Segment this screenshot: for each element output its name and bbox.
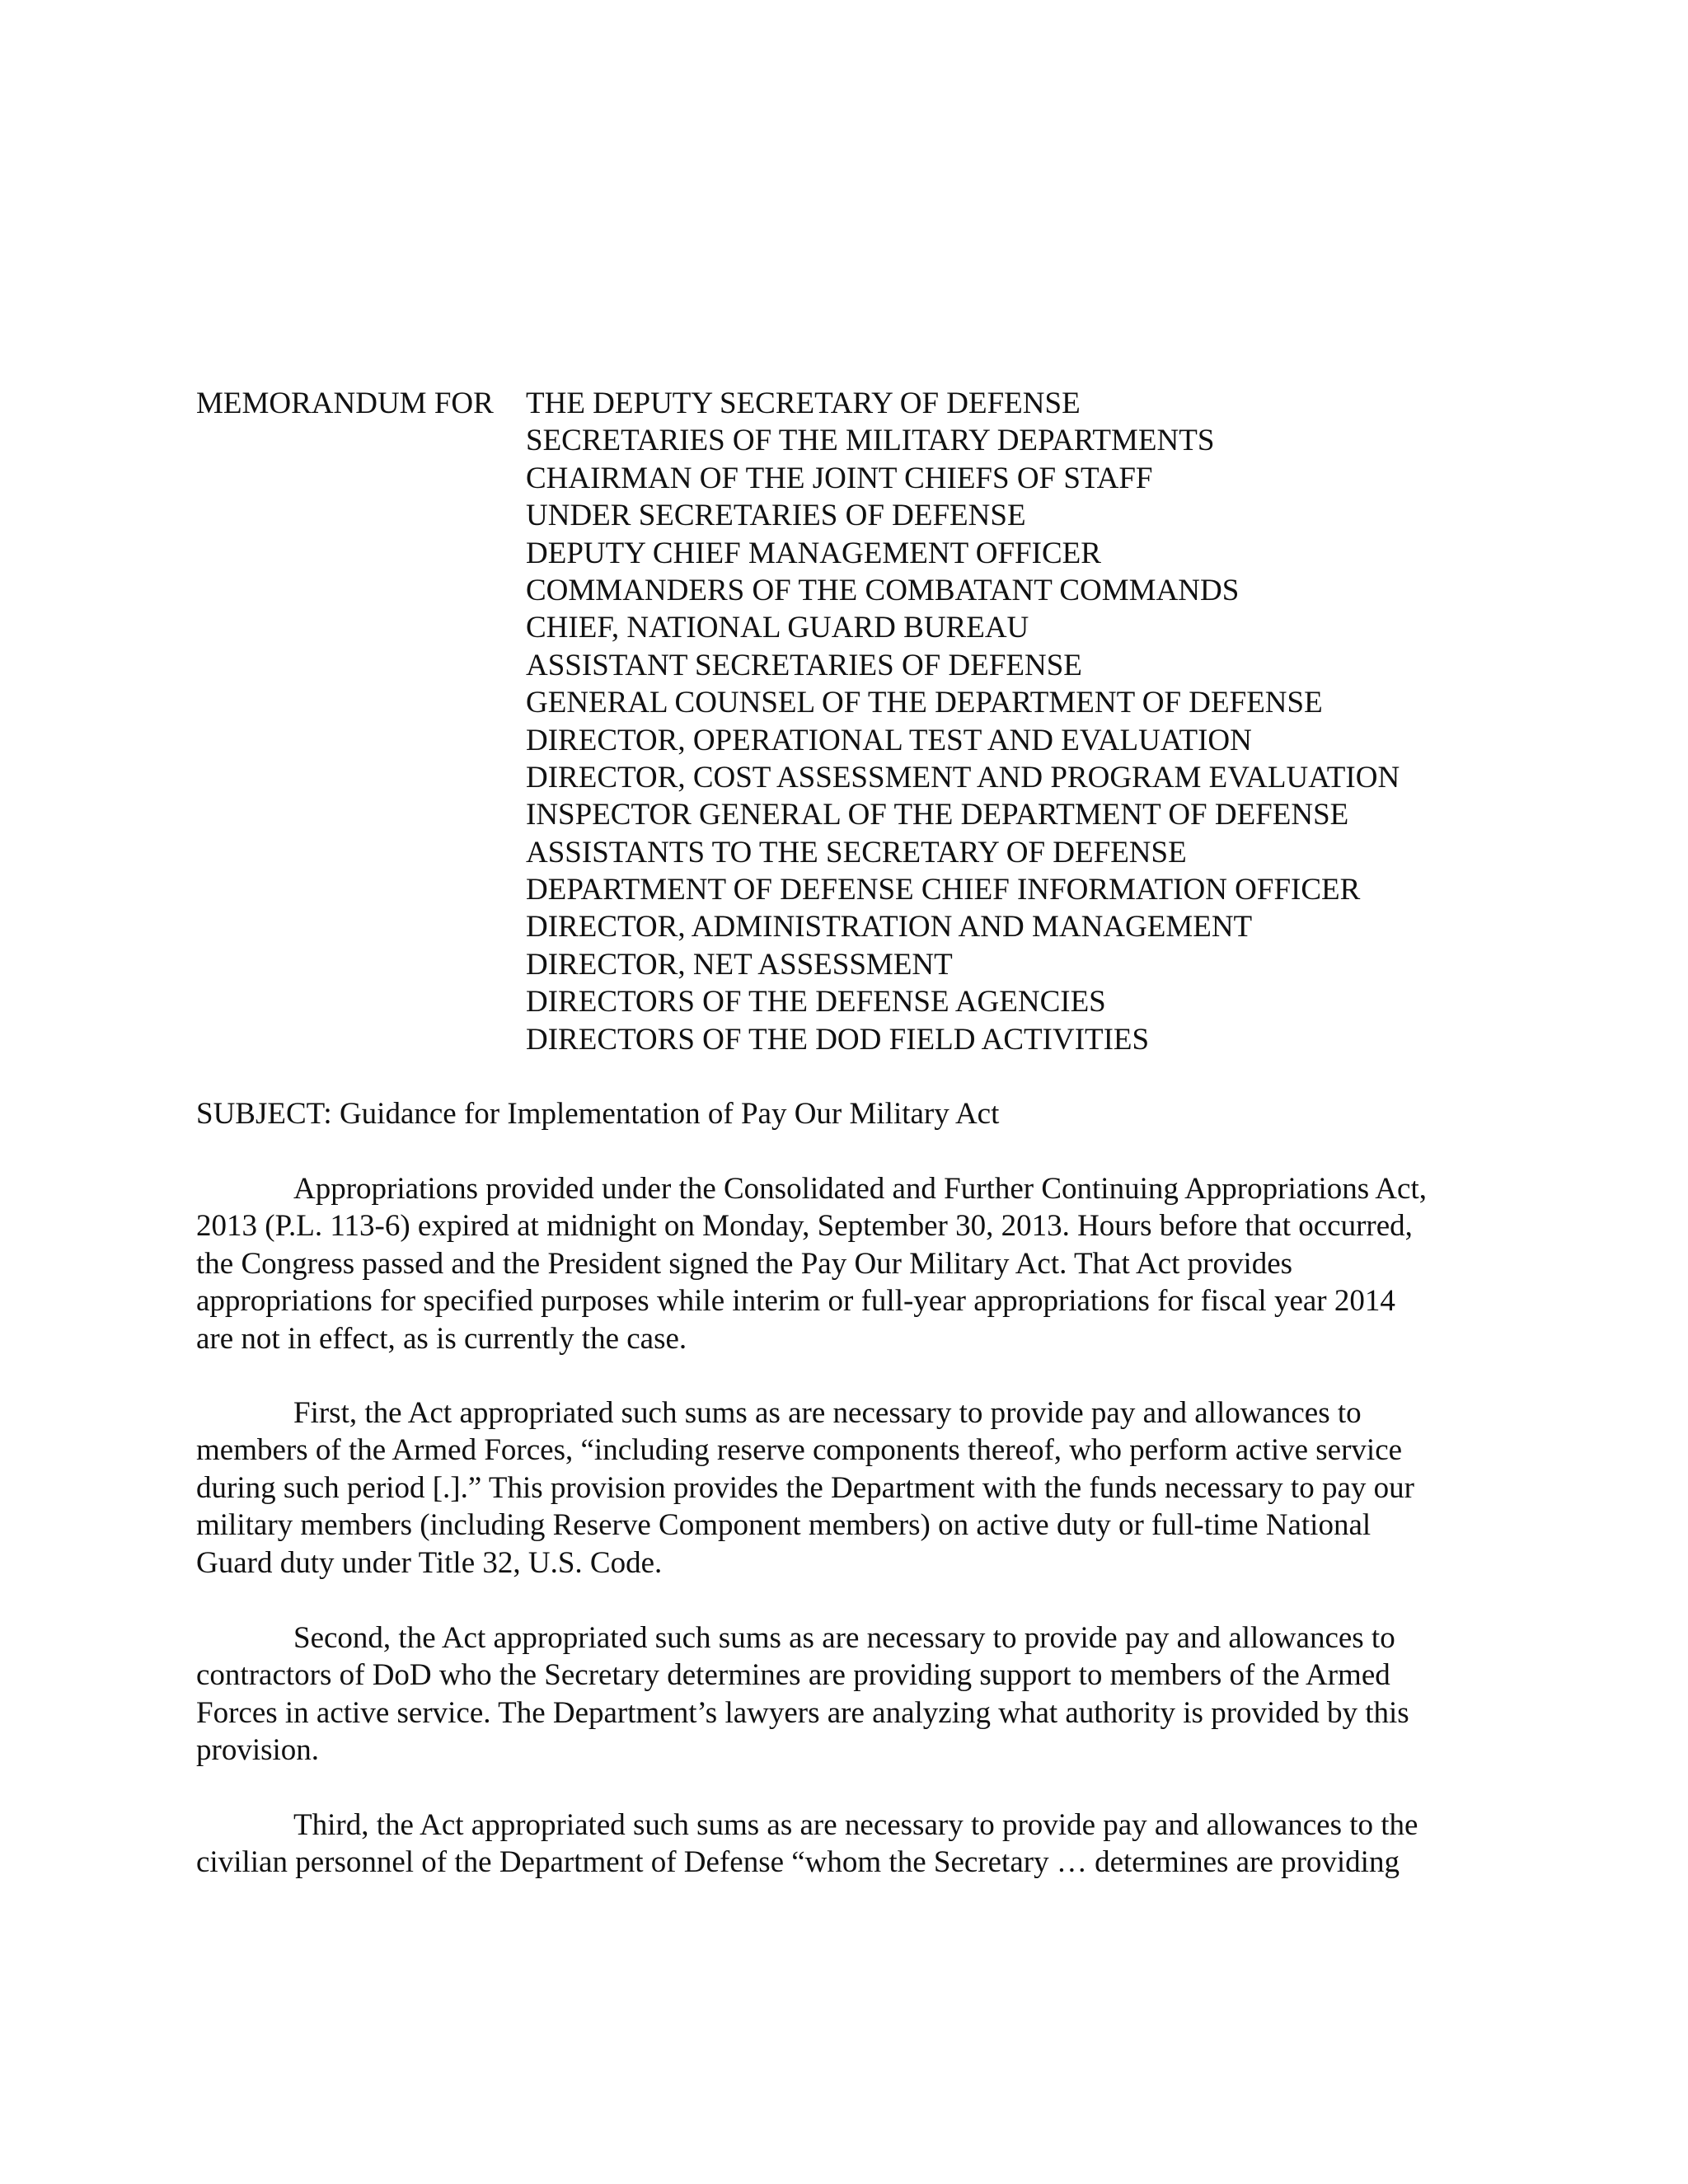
addressee: DIRECTORS OF THE DEFENSE AGENCIES [526, 985, 1106, 1019]
paragraph-line: provision. [196, 1733, 320, 1768]
paragraph-line: Forces in active service. The Department’s lawyers are analyzing what authority is provided by this [196, 1695, 1409, 1730]
addressee: DEPARTMENT OF DEFENSE CHIEF INFORMATION OFFICER [526, 873, 1361, 907]
addressee: SECRETARIES OF THE MILITARY DEPARTMENTS [526, 424, 1215, 458]
paragraph-4 [196, 1807, 1515, 1882]
paragraph-2 [196, 1394, 1515, 1582]
paragraph-line: during such period [.].” This provision provides the Department with the funds necessary to pay our [196, 1470, 1414, 1505]
paragraph-line: members of the Armed Forces, “including reserve components thereof, who perform active service [196, 1433, 1403, 1468]
paragraph-3 [196, 1619, 1515, 1769]
paragraph-line: are not in effect, as is currently the case. [196, 1321, 687, 1356]
addressee: COMMANDERS OF THE COMBATANT COMMANDS [526, 573, 1240, 607]
paragraph-line: appropriations for specified purposes while interim or full-year appropriations for fiscal year 2014 [196, 1284, 1395, 1319]
addressee: DIRECTOR, COST ASSESSMENT AND PROGRAM EVALUATION [526, 760, 1400, 794]
addressee: CHAIRMAN OF THE JOINT CHIEFS OF STAFF [526, 461, 1153, 495]
addressee: ASSISTANTS TO THE SECRETARY OF DEFENSE [526, 835, 1187, 869]
subject-line: SUBJECT: Guidance for Implementation of Pay Our Military Act [196, 1097, 1000, 1131]
paragraph-line: Second, the Act appropriated such sums as are necessary to provide pay and allowances to [293, 1621, 1395, 1655]
paragraph-line: First, the Act appropriated such sums as are necessary to provide pay and allowances to [293, 1396, 1362, 1430]
addressee: THE DEPUTY SECRETARY OF DEFENSE [526, 387, 1081, 420]
addressee: DIRECTORS OF THE DOD FIELD ACTIVITIES [526, 1022, 1150, 1057]
addressee: GENERAL COUNSEL OF THE DEPARTMENT OF DEFENSE [526, 686, 1323, 720]
paragraph-1 [196, 1170, 1515, 1357]
addressee: DIRECTOR, NET ASSESSMENT [526, 947, 953, 982]
addressee: INSPECTOR GENERAL OF THE DEPARTMENT OF DEFENSE [526, 798, 1349, 832]
paragraph-line: Guard duty under Title 32, U.S. Code. [196, 1545, 663, 1580]
addressee: ASSISTANT SECRETARIES OF DEFENSE [526, 648, 1082, 682]
paragraph-line: military members (including Reserve Component members) on active duty or full-time National [196, 1508, 1372, 1543]
addressee: UNDER SECRETARIES OF DEFENSE [526, 499, 1026, 533]
paragraph-line: Appropriations provided under the Consolidated and Further Continuing Appropriations Act, [293, 1172, 1427, 1206]
addressee: DEPUTY CHIEF MANAGEMENT OFFICER [526, 536, 1101, 570]
paragraph-line: 2013 (P.L. 113-6) expired at midnight on Monday, September 30, 2013. Hours before that occurred, [196, 1209, 1413, 1244]
addressee: DIRECTOR, ADMINISTRATION AND MANAGEMENT [526, 910, 1253, 944]
addressee: CHIEF, NATIONAL GUARD BUREAU [526, 611, 1029, 645]
paragraph-line: contractors of DoD who the Secretary determines are providing support to members of the Armed [196, 1658, 1390, 1693]
addressee: DIRECTOR, OPERATIONAL TEST AND EVALUATION [526, 723, 1252, 757]
paragraph-line: the Congress passed and the President signed the Pay Our Military Act. That Act provides [196, 1246, 1293, 1281]
paragraph-line: Third, the Act appropriated such sums as are necessary to provide pay and allowances to the [293, 1808, 1418, 1842]
addressee-list [526, 385, 1400, 1058]
paragraph-line: civilian personnel of the Department of Defense “whom the Secretary … determines are providing [196, 1845, 1400, 1880]
memo-for-label: MEMORANDUM FOR [196, 387, 494, 420]
